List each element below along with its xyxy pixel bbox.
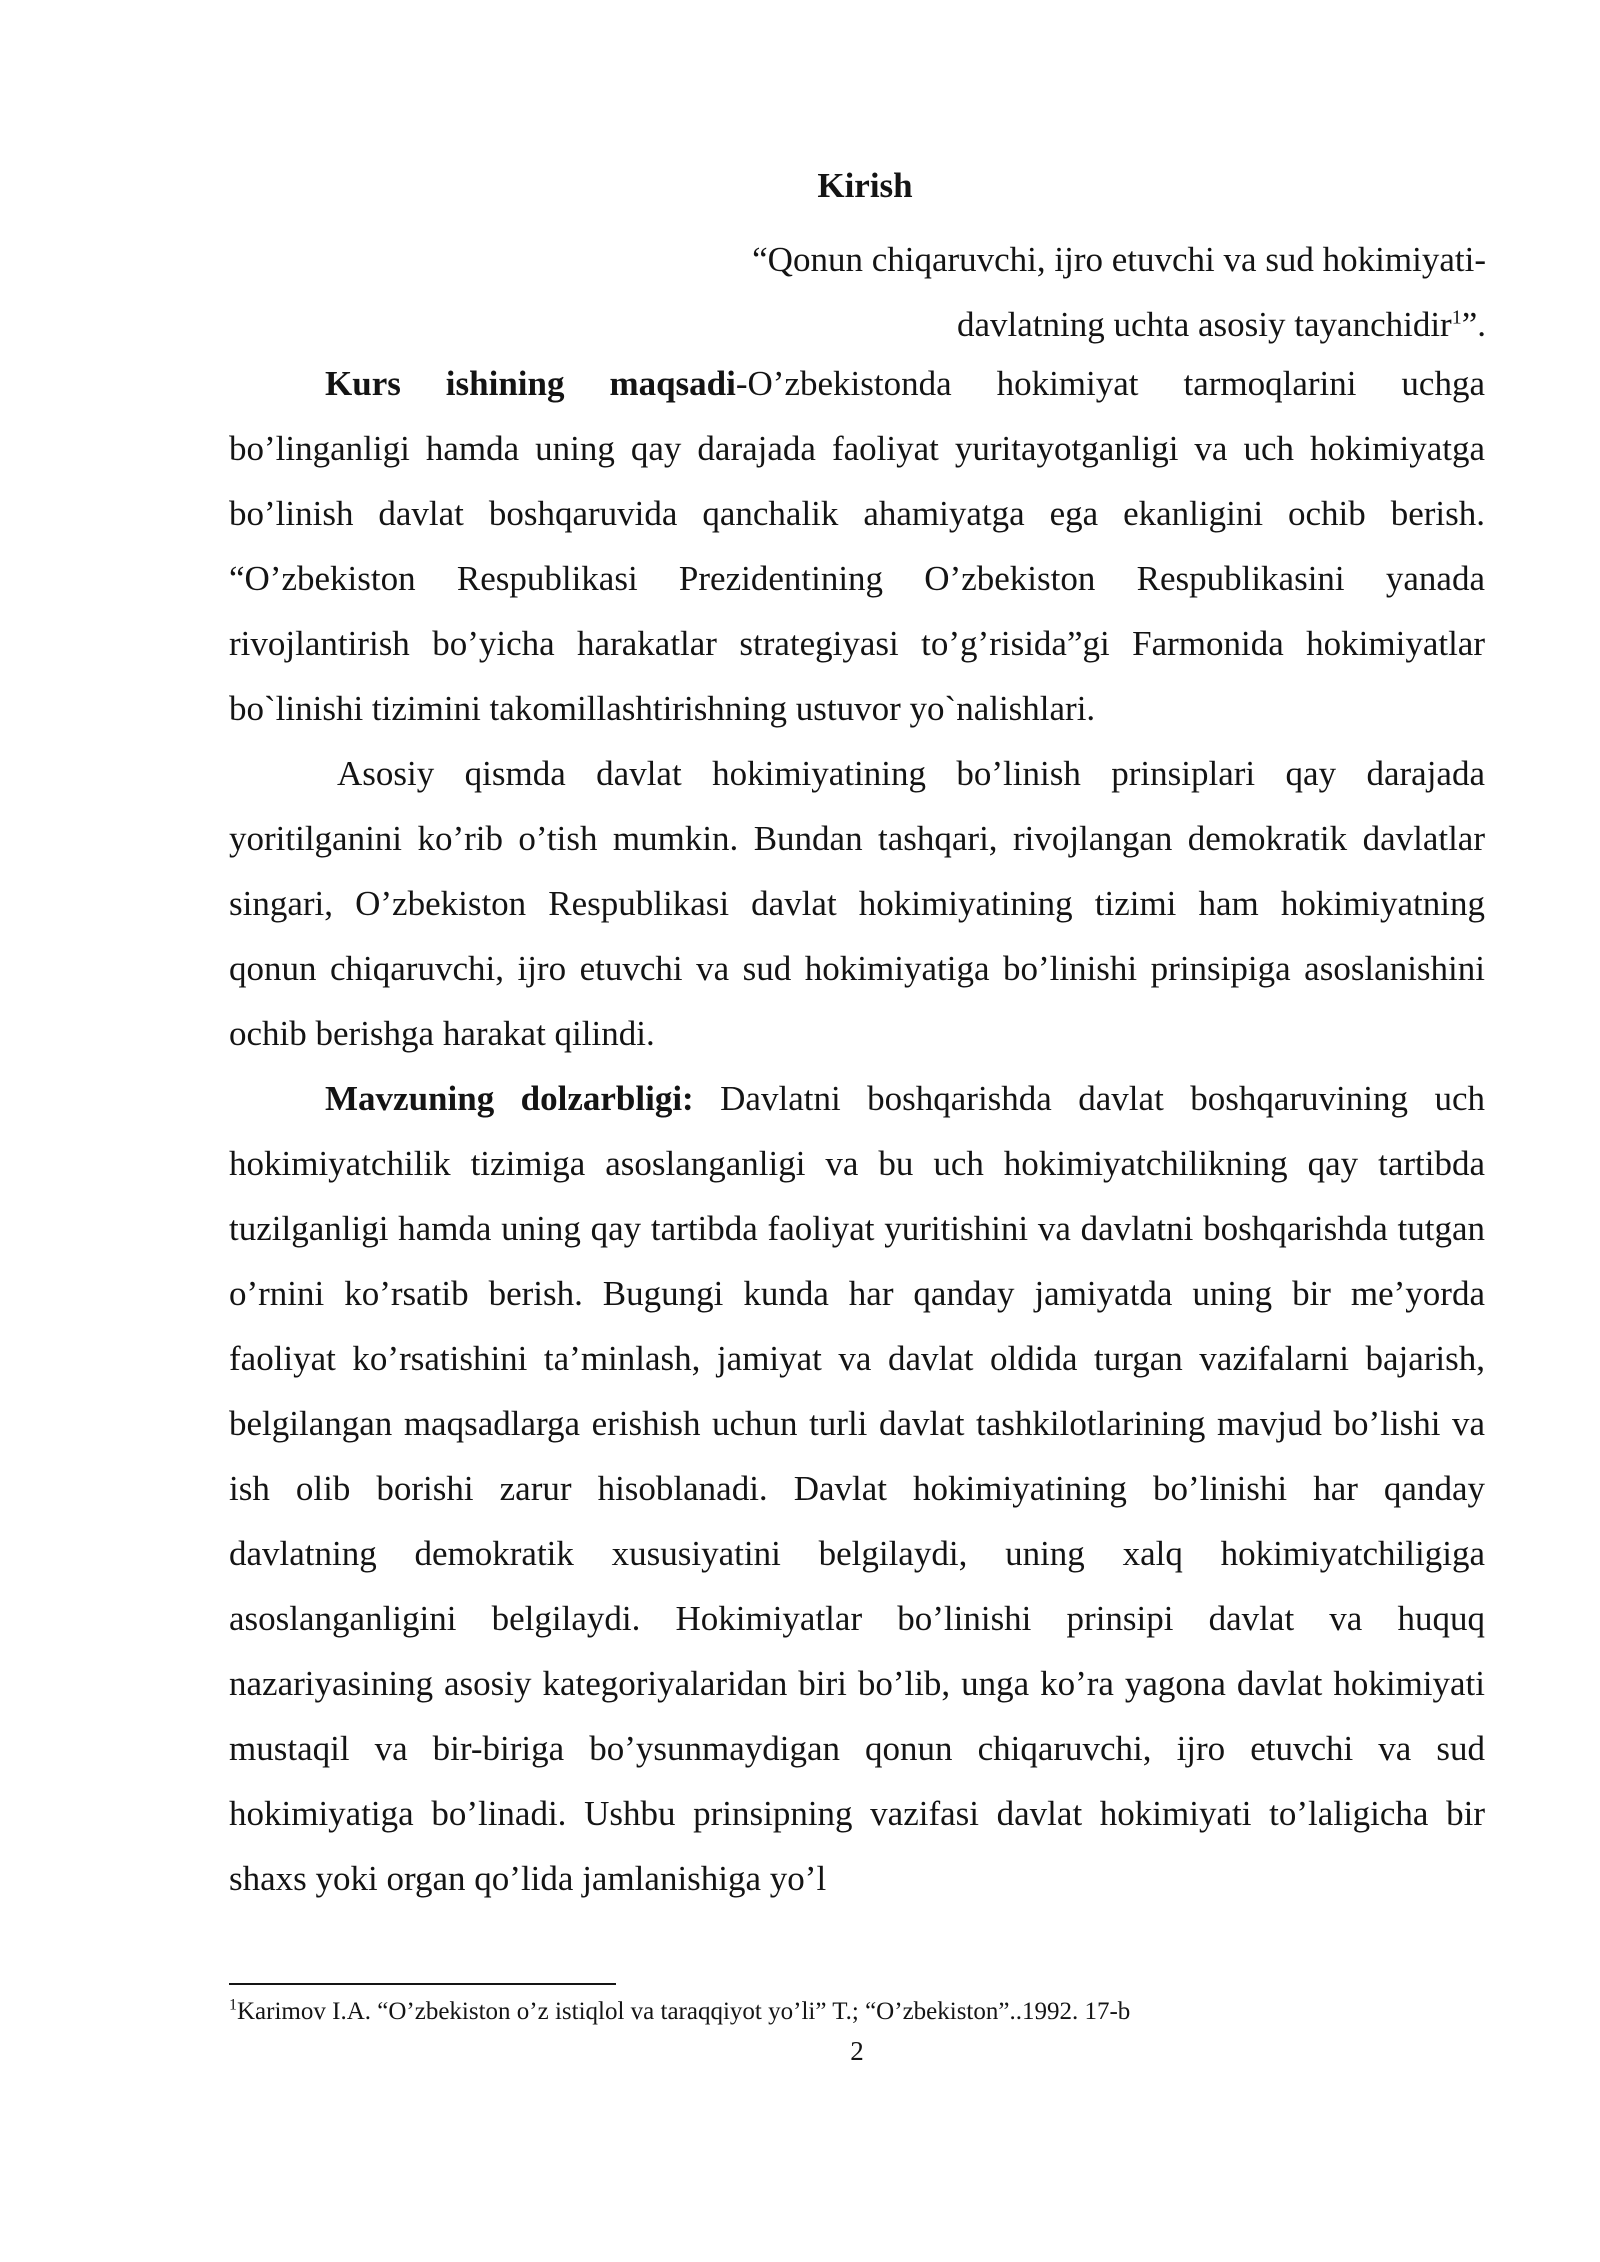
paragraph-main-part: [229, 741, 1485, 1066]
paragraph-main-part-text: Asosiy qismda davlat hokimiyatining bo’linish prinsiplari qay darajada yoritilganini ko’rib o’tish mumkin. Bundan tashqari, rivojlangan demokratik davlatlar singari, O’zbekiston Respublikasi davlat hokimiyatining tizimi ham hokimiyatning qonun chiqaruvchi, ijro etuvchi va sud hokimiyatiga bo’linishi prinsipiga asoslanishini ochib berishga harakat qilindi.: [229, 754, 1485, 1053]
footnote-number: 1: [229, 1996, 237, 2014]
footnote: [229, 1996, 1485, 2028]
paragraph-goal-lead: Kurs ishining maqsadi: [325, 364, 736, 403]
page-title: Kirish: [817, 166, 913, 205]
paragraph-relevance-lead: Mavzuning dolzarbligi:: [325, 1079, 694, 1118]
epigraph-line-1: “Qonun chiqaruvchi, ijro etuvchi va sud hokimiyati-: [752, 240, 1486, 279]
epigraph-line-2: [486, 292, 1486, 357]
paragraph-goal: [229, 351, 1485, 741]
footnote-text: Karimov I.A. “O’zbekiston o’z istiqlol va taraqqiyot yo’li” T.; “O’zbekiston”..1992. 17-b: [237, 1998, 1131, 2025]
epigraph-closing: ”.: [1461, 305, 1486, 344]
body-text: [229, 351, 1485, 1911]
paragraph-goal-text: -O’zbekistonda hokimiyat tarmoqlarini uchga bo’linganligi hamda uning qay darajada faoliyat yuritayotganligi va uch hokimiyatga bo’linish davlat boshqaruvida qanchalik ahamiyatga ega ekanligini ochib berish. “O’zbekiston Respublikasi Prezidentining O’zbekiston Respublikasini yanada rivojlantirish bo’yicha harakatlar strategiyasi to’g’risida”gi Farmonida hokimiyatlar bo`linishi tizimini takomillashtirishning ustuvor yo`nalishlari.: [229, 364, 1485, 728]
epigraph: [486, 227, 1486, 357]
page-number: 2: [850, 2036, 864, 2066]
footnote-reference: 1: [1451, 306, 1462, 329]
paragraph-relevance-text: Davlatni boshqarishda davlat boshqaruvining uch hokimiyatchilik tizimiga asoslanganligi va bu uch hokimiyatchilikning qay tartibda tuzilganligi hamda uning qay tartibda faoliyat yuritishini va davlatni boshqarishda tutgan o’rnini ko’rsatib berish. Bugungi kunda har qanday jamiyatda uning bir me’yorda faoliyat ko’rsatishini ta’minlash, jamiyat va davlat oldida turgan vazifalarni bajarish, belgilangan maqsadlarga erishish uchun turli davlat tashkilotlarining mavjud bo’lishi va ish olib borishi zarur hisoblanadi. Davlat hokimiyatining bo’linishi har qanday davlatning demokratik xususiyatini belgilaydi, uning xalq hokimiyatchiligiga asoslanganligini belgilaydi. Hokimiyatlar bo’linishi prinsipi davlat va huquq nazariyasining asosiy kategoriyalaridan biri bo’lib, unga ko’ra yagona davlat hokimiyati mustaqil va bir-biriga bo’ysunmaydigan qonun chiqaruvchi, ijro etuvchi va sud hokimiyatiga bo’linadi. Ushbu prinsipning vazifasi davlat hokimiyati to’laligicha bir shaxs yoki organ qo’lida jamlanishiga yo’l: [229, 1079, 1485, 1898]
paragraph-relevance: [229, 1066, 1485, 1911]
epigraph-line-2-text: davlatning uchta asosiy tayanchidir: [956, 305, 1452, 344]
footnote-divider: [229, 1983, 616, 1985]
